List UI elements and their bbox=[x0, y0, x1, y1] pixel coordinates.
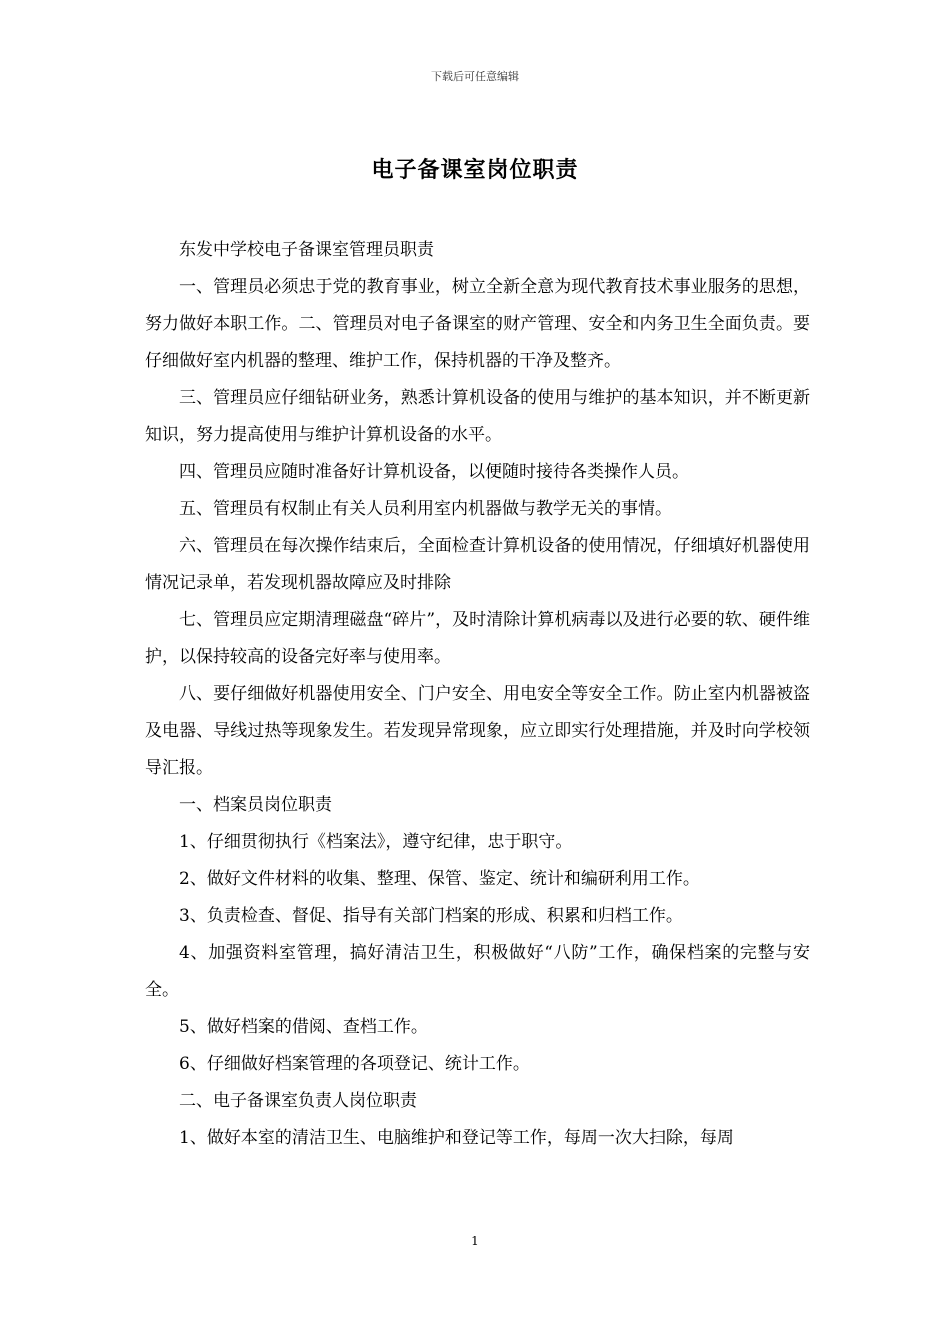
paragraph-duty-3: 三、管理员应仔细钻研业务，熟悉计算机设备的使用与维护的基本知识，并不断更新知识，努力提高使用与维护计算机设备的水平。 bbox=[145, 388, 810, 445]
section-heading-room-lead: 二、电子备课室负责人岗位职责 bbox=[179, 1091, 417, 1111]
paragraph-duty-7: 七、管理员应定期清理磁盘“碎片”，及时清除计算机病毒以及进行必要的软、硬件维护，以保持较高的设备完好率与使用率。 bbox=[145, 610, 810, 667]
archivist-item-5: 5、做好档案的借阅、查档工作。 bbox=[179, 1017, 428, 1037]
page-number: 1 bbox=[471, 1234, 479, 1248]
paragraph-duty-5: 五、管理员有权制止有关人员利用室内机器做与教学无关的事情。 bbox=[179, 499, 672, 519]
archivist-item-1: 1、仔细贯彻执行《档案法》，遵守纪律，忠于职守。 bbox=[179, 832, 573, 852]
paragraph-duty-6: 六、管理员在每次操作结束后，全面检查计算机设备的使用情况，仔细填好机器使用情况记录单，若发现机器故障应及时排除 bbox=[145, 536, 810, 593]
archivist-item-2: 2、做好文件材料的收集、整理、保管、鉴定、统计和编研利用工作。 bbox=[179, 869, 700, 889]
document-body bbox=[145, 232, 810, 1157]
archivist-item-6: 6、仔细做好档案管理的各项登记、统计工作。 bbox=[179, 1054, 530, 1074]
room-lead-item-1: 1、做好本室的清洁卫生、电脑维护和登记等工作，每周一次大扫除，每周 bbox=[179, 1128, 734, 1148]
document-title: 电子备课室岗位职责 bbox=[371, 157, 579, 183]
paragraph-duty-1-2: 一、管理员必须忠于党的教育事业，树立全新全意为现代教育技术事业服务的思想，努力做好本职工作。二、管理员对电子备课室的财产管理、安全和内务卫生全面负责。要仔细做好室内机器的整理、维护工作，保持机器的干净及整齐。 bbox=[145, 277, 810, 371]
paragraph-duty-8: 八、要仔细做好机器使用安全、门户安全、用电安全等安全工作。防止室内机器被盗及电器、导线过热等现象发生。若发现异常现象，应立即实行处理措施，并及时向学校领导汇报。 bbox=[145, 684, 810, 778]
paragraph-school-title: 东发中学校电子备课室管理员职责 bbox=[179, 240, 434, 260]
paragraph-duty-4: 四、管理员应随时准备好计算机设备，以便随时接待各类操作人员。 bbox=[179, 462, 689, 482]
header-note: 下载后可任意编辑 bbox=[431, 70, 519, 83]
section-heading-archivist: 一、档案员岗位职责 bbox=[179, 795, 332, 815]
archivist-item-3: 3、负责检查、督促、指导有关部门档案的形成、积累和归档工作。 bbox=[179, 906, 683, 926]
archivist-item-4: 4、加强资料室管理，搞好清洁卫生，积极做好“八防”工作，确保档案的完整与安全。 bbox=[145, 943, 810, 1000]
